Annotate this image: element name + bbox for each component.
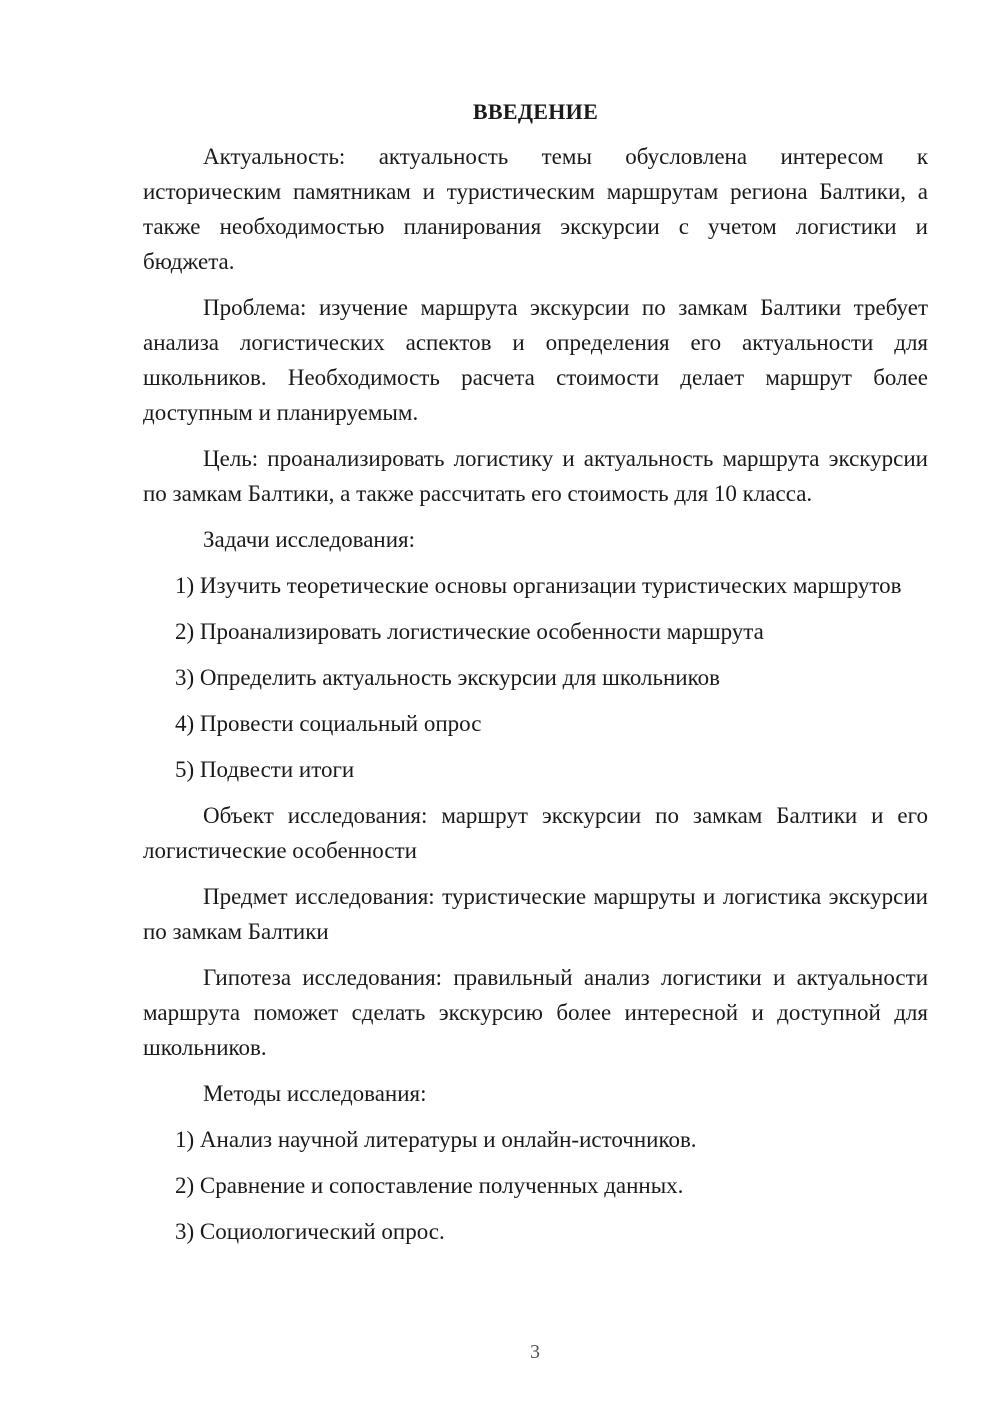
task-item: 4) Провести социальный опрос [175, 711, 482, 736]
hypothesis-paragraph: Гипотеза исследования: правильный анализ логистики и актуальности маршрута поможет сделать экскурсию более интересной и доступной для школьников. [143, 965, 928, 1060]
goal-paragraph: Цель: проанализировать логистику и актуальность маршрута экскурсии по замкам Балтики, а также рассчитать его стоимость для 10 класса. [143, 446, 928, 506]
page-content [143, 94, 928, 1260]
problem-paragraph: Проблема: изучение маршрута экскурсии по замкам Балтики требует анализа логистических аспектов и определения его актуальности для школьников. Необходимость расчета стоимости делает маршрут более доступным и планируемым. [143, 295, 928, 425]
methods-heading: Методы исследования: [203, 1081, 427, 1106]
tasks-heading: Задачи исследования: [203, 527, 416, 552]
page-number: 3 [530, 1341, 540, 1363]
section-title: ВВЕДЕНИЕ [472, 99, 599, 124]
task-item: 1) Изучить теоретические основы организации туристических маршрутов [175, 573, 902, 598]
method-item: 1) Анализ научной литературы и онлайн-источников. [175, 1127, 697, 1152]
task-item: 2) Проанализировать логистические особенности маршрута [175, 619, 764, 644]
subject-paragraph: Предмет исследования: туристические маршруты и логистика экскурсии по замкам Балтики [143, 884, 928, 944]
task-item: 5) Подвести итоги [175, 757, 355, 782]
relevance-paragraph: Актуальность: актуальность темы обусловлена интересом к историческим памятникам и туристическим маршрутам региона Балтики, а также необходимостью планирования экскурсии с учетом логистики и бюджета. [143, 144, 928, 274]
task-item: 3) Определить актуальность экскурсии для школьников [175, 665, 720, 690]
method-item: 3) Социологический опрос. [175, 1219, 445, 1244]
method-item: 2) Сравнение и сопоставление полученных данных. [175, 1173, 684, 1198]
object-paragraph: Объект исследования: маршрут экскурсии по замкам Балтики и его логистические особенности [143, 803, 928, 863]
